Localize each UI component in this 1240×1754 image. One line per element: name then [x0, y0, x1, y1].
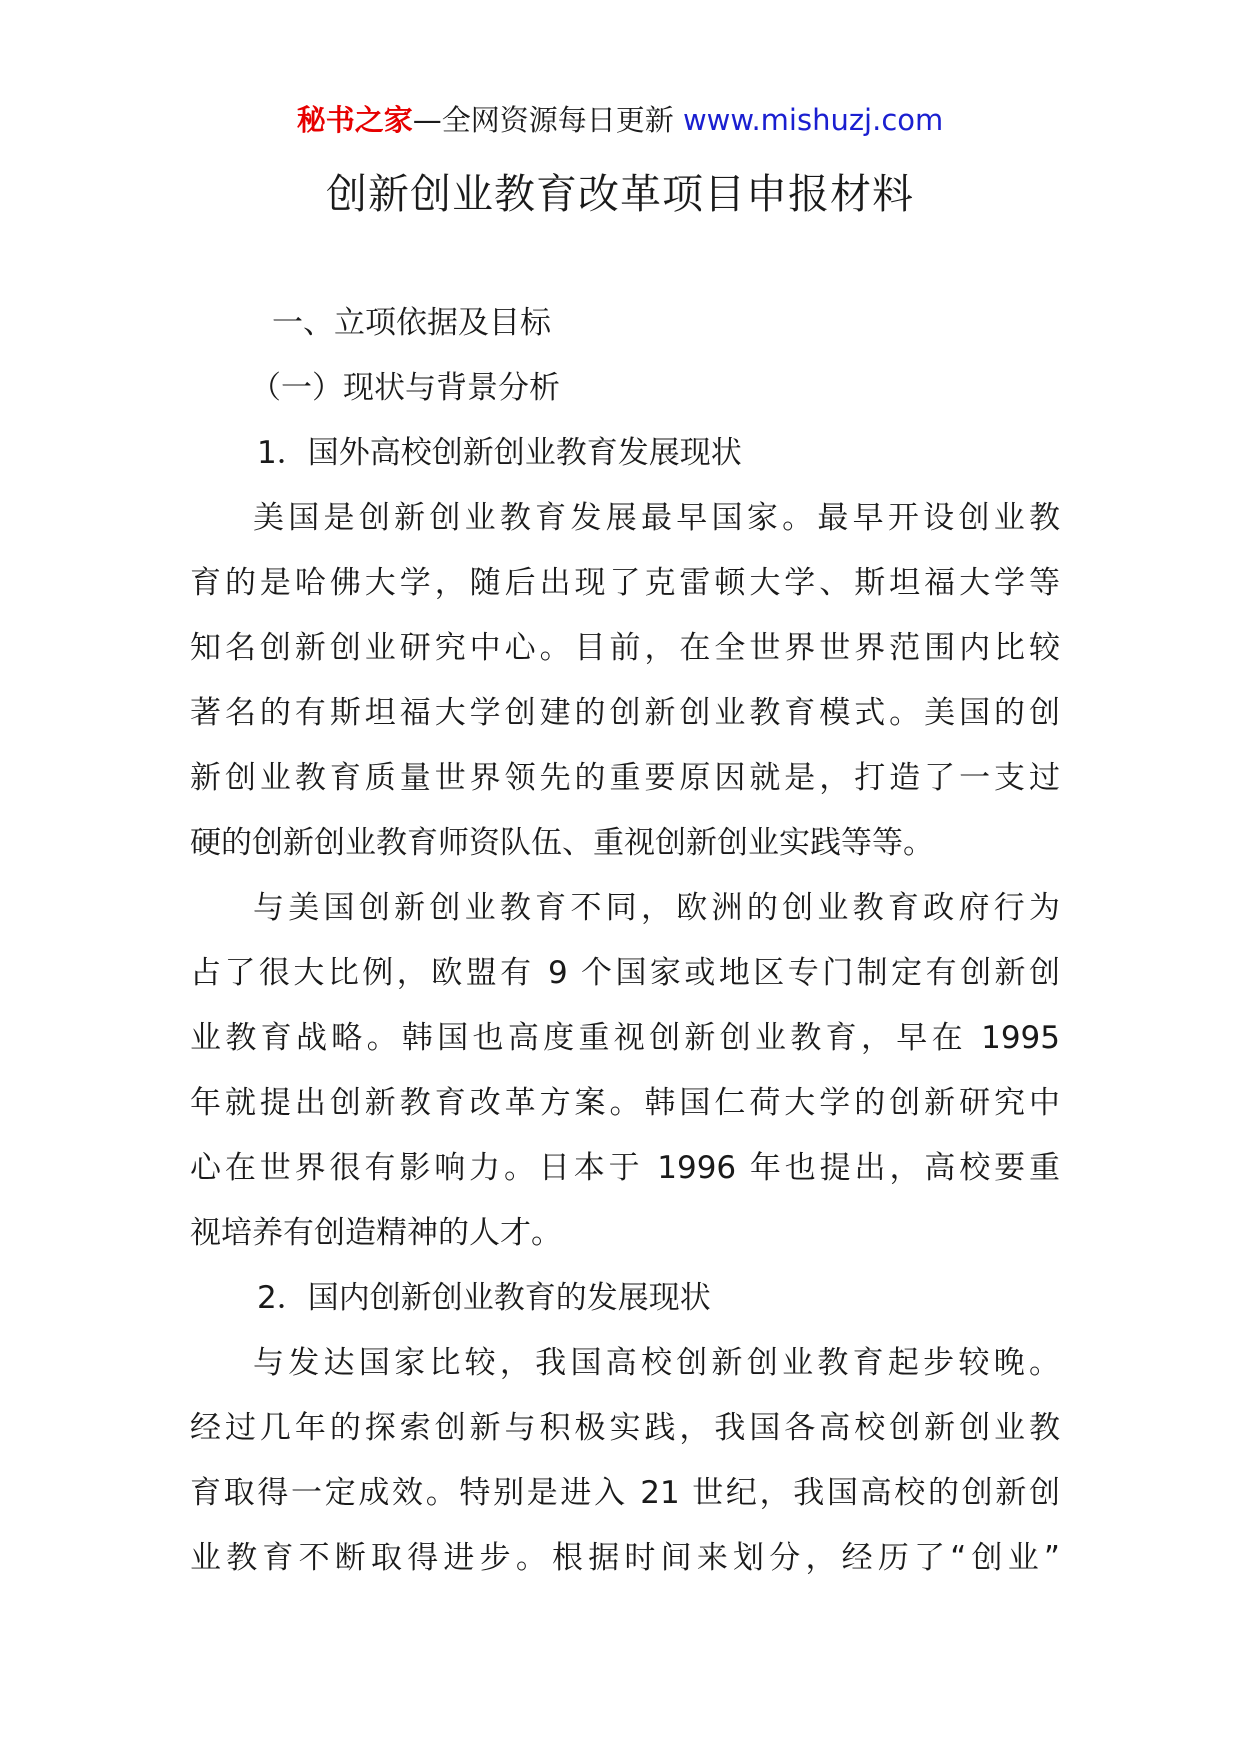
item-heading-2: 2．国内创新创业教育的发展现状 [257, 1280, 711, 1316]
paragraph-line: 硬的创新创业教育师资队伍、重视创新创业实践等等。 [190, 825, 934, 861]
subsection-heading-1: （一）现状与背景分析 [250, 370, 560, 406]
site-url-link[interactable]: www.mishuzj.com [682, 103, 944, 137]
paragraph-line: 育的是哈佛大学，随后出现了克雷顿大学、斯坦福大学等 [190, 565, 1060, 601]
paragraph-1 [190, 486, 1060, 876]
paragraph-line: 与美国创新创业教育不同，欧洲的创业教育政府行为 [253, 890, 1060, 926]
paragraph-line: 知名创新创业研究中心。目前，在全世界世界范围内比较 [190, 630, 1060, 666]
paragraph-2 [190, 876, 1060, 1266]
document-body [190, 291, 1060, 1591]
paragraph-line: 占了很大比例，欧盟有 9 个国家或地区专门制定有创新创 [190, 955, 1060, 991]
paragraph-line: 业教育不断取得进步。根据时间来划分，经历了“创业” [190, 1540, 1060, 1576]
document-title: 创新创业教育改革项目申报材料 [326, 170, 914, 218]
paragraph-line: 心在世界很有影响力。日本于 1996 年也提出，高校要重 [190, 1150, 1060, 1186]
paragraph-line: 经过几年的探索创新与积极实践，我国各高校创新创业教 [190, 1410, 1060, 1446]
paragraph-line: 著名的有斯坦福大学创建的创新创业教育模式。美国的创 [190, 695, 1060, 731]
paragraph-line: 年就提出创新教育改革方案。韩国仁荷大学的创新研究中 [190, 1085, 1060, 1121]
site-tagline: —全网资源每日更新 [412, 103, 683, 137]
paragraph-3 [190, 1331, 1060, 1591]
paragraph-line: 视培养有创造精神的人才。 [190, 1215, 562, 1251]
site-header [0, 100, 1240, 140]
paragraph-line: 业教育战略。韩国也高度重视创新创业教育，早在 1995 [190, 1020, 1060, 1056]
paragraph-line: 美国是创新创业教育发展最早国家。最早开设创业教 [253, 500, 1060, 536]
paragraph-line: 与发达国家比较，我国高校创新创业教育起步较晚。 [253, 1345, 1060, 1381]
item-heading-1: 1．国外高校创新创业教育发展现状 [257, 435, 742, 471]
section-heading-1: 一、立项依据及目标 [272, 305, 551, 341]
paragraph-line: 育取得一定成效。特别是进入 21 世纪，我国高校的创新创 [190, 1475, 1060, 1511]
site-brand: 秘书之家 [296, 103, 413, 137]
paragraph-line: 新创业教育质量世界领先的重要原因就是，打造了一支过 [190, 760, 1060, 796]
